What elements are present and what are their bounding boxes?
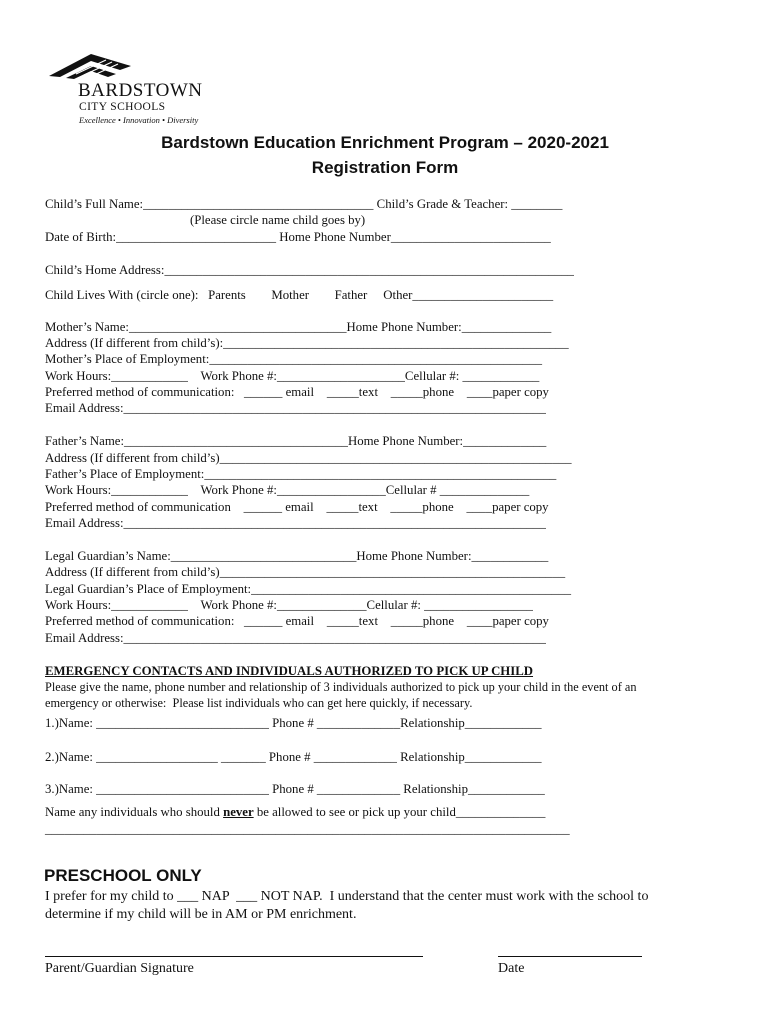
logo-name: BARDSTOWN bbox=[78, 80, 203, 101]
guardian-communication-line: Preferred method of communication: ______ email _____text _____phone ____paper copy bbox=[45, 614, 549, 628]
mother-employment-line: Mother’s Place of Employment:____________________________________________________ bbox=[45, 352, 543, 366]
preschool-text-1: I prefer for my child to ___ NAP ___ NOT NAP. I understand that the center must work with the school to bbox=[45, 889, 649, 904]
guardian-employment-line: Legal Guardian’s Place of Employment:__________________________________________________ bbox=[45, 582, 572, 596]
father-employment-line: Father’s Place of Employment:_______________________________________________________ bbox=[45, 467, 557, 481]
child-name-note: (Please circle name child goes by) bbox=[190, 213, 366, 227]
logo-roof-icon bbox=[46, 44, 176, 84]
child-lives-with-line: Child Lives With (circle one): Parents Mother Father Other______________________ bbox=[45, 288, 554, 302]
guardian-work-line: Work Hours:____________ Work Phone #:______________Cellular #: _________________ bbox=[45, 598, 533, 612]
mother-communication-line: Preferred method of communication: ______ email _____text _____phone ____paper copy bbox=[45, 385, 549, 399]
child-dob-line: Date of Birth:_________________________ Home Phone Number_________________________ bbox=[45, 230, 551, 244]
guardian-email-line: Email Address:__________________________________________________________________ bbox=[45, 631, 546, 645]
never-pickup-line bbox=[45, 805, 545, 820]
mother-address-line: Address (If different from child’s):______________________________________________________ bbox=[45, 336, 569, 350]
child-name-line: Child’s Full Name:____________________________________ Child’s Grade & Teacher: ________ bbox=[45, 197, 563, 211]
never-pickup-extra-line: __________________________________________________________________________________ bbox=[45, 822, 570, 836]
emergency-heading: EMERGENCY CONTACTS AND INDIVIDUALS AUTHORIZED TO PICK UP CHILD bbox=[45, 664, 534, 678]
date-label: Date bbox=[498, 961, 525, 976]
guardian-name-line: Legal Guardian’s Name:_____________________________Home Phone Number:____________ bbox=[45, 549, 549, 563]
emergency-contact-1: 1.)Name: ___________________________ Phone # _____________Relationship____________ bbox=[45, 716, 542, 730]
mother-email-line: Email Address:__________________________________________________________________ bbox=[45, 401, 546, 415]
father-work-line: Work Hours:____________ Work Phone #:_________________Cellular # ______________ bbox=[45, 483, 530, 497]
emergency-intro-1: Please give the name, phone number and relationship of 3 individuals authorized to pick up your child in the event of an bbox=[45, 680, 637, 694]
father-communication-line: Preferred method of communication ______ email _____text _____phone ____paper copy bbox=[45, 500, 549, 514]
never-word: never bbox=[223, 805, 254, 819]
mother-name-line: Mother’s Name:__________________________________Home Phone Number:______________ bbox=[45, 320, 552, 334]
child-address-line: Child’s Home Address:________________________________________________________________ bbox=[45, 263, 574, 277]
emergency-contact-3: 3.)Name: ___________________________ Phone # _____________ Relationship____________ bbox=[45, 782, 545, 796]
school-logo bbox=[46, 44, 246, 124]
father-email-line: Email Address:__________________________________________________________________ bbox=[45, 516, 546, 530]
signature-label: Parent/Guardian Signature bbox=[45, 961, 194, 976]
mother-work-line: Work Hours:____________ Work Phone #:____________________Cellular #: ____________ bbox=[45, 369, 540, 383]
date-line bbox=[498, 956, 642, 957]
logo-tagline: Excellence • Innovation • Diversity bbox=[79, 115, 199, 125]
preschool-text-2: determine if my child will be in AM or PM enrichment. bbox=[45, 907, 357, 922]
father-name-line: Father’s Name:___________________________________Home Phone Number:_____________ bbox=[45, 434, 547, 448]
father-address-line: Address (If different from child’s)_______________________________________________________ bbox=[45, 451, 572, 465]
guardian-address-line: Address (If different from child’s)______________________________________________________ bbox=[45, 565, 566, 579]
never-post: be allowed to see or pick up your child______________ bbox=[253, 805, 546, 819]
preschool-heading: PRESCHOOL ONLY bbox=[44, 866, 202, 885]
form-subtitle: Registration Form bbox=[311, 158, 459, 177]
form-title: Bardstown Education Enrichment Program – 2020-2021 bbox=[161, 133, 609, 152]
never-pre: Name any individuals who should bbox=[45, 805, 224, 819]
emergency-intro-2: emergency or otherwise: Please list individuals who can get here quickly, if necessary. bbox=[45, 696, 473, 710]
logo-sub: CITY SCHOOLS bbox=[79, 101, 166, 113]
signature-line bbox=[45, 956, 423, 957]
emergency-contact-2: 2.)Name: ___________________ _______ Phone # _____________ Relationship____________ bbox=[45, 750, 542, 764]
